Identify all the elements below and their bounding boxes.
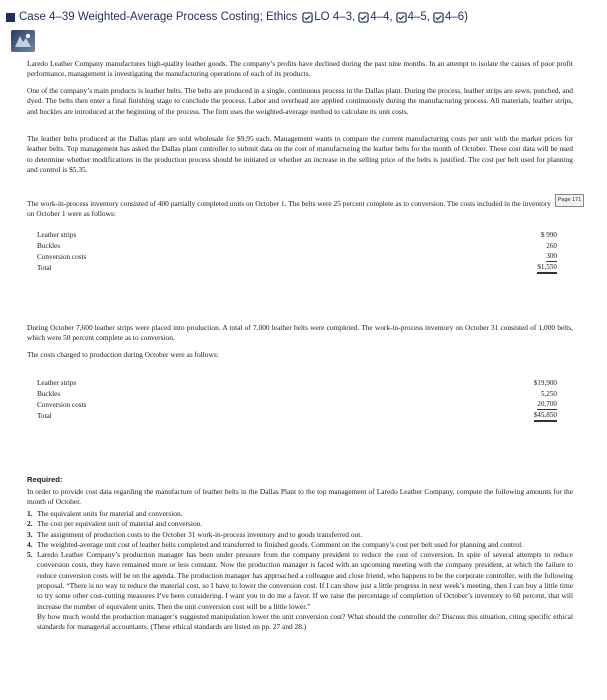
- table-row: [37, 400, 557, 411]
- list-item: [27, 550, 573, 612]
- table-row: [37, 411, 557, 422]
- item-number: 5.: [27, 550, 33, 560]
- item-text: By how much would the production manager’s suggested manipulation lower the unit conversion cost? What should the controller do? Discuss this situation, citing specific ethical standards for managerial accountants. (These ethical standards are listed on pp. 27 and 28.): [37, 611, 573, 632]
- row-label: Buckles: [37, 242, 61, 250]
- table-row: [37, 230, 557, 241]
- learning-objective-label: 4–6): [444, 11, 469, 23]
- costs-charged-paragraph: The costs charged to production during October were as follows:: [27, 350, 219, 359]
- row-label: Leather strips: [37, 379, 77, 387]
- row-label: Conversion costs: [37, 401, 87, 409]
- case-title: Case 4–39 Weighted-Average Process Costing; Ethics: [19, 11, 298, 23]
- learning-objective-label: 4–5,: [407, 11, 430, 23]
- row-value: $1,550: [537, 263, 557, 274]
- learning-objective-link[interactable]: [358, 11, 392, 23]
- required-heading: Required:: [27, 475, 63, 484]
- row-label: Conversion costs: [37, 253, 87, 261]
- pricing-paragraph: The leather belts produced at the Dallas plant are sold wholesale for $9.95 each. Management wants to compare the current manufacturing costs per unit with the market prices for leather belts. Top management has asked the Dallas plant controller to submit data on the cost of manufacturing the leather belts for the month of October. These cost data will be used to determine whether modifications in the production process should be initiated or whether an increase in the selling price of the belts is justified. The cost per belt used for planning and control is $5.35.: [27, 134, 573, 174]
- belts-paragraph: One of the company’s main products is leather belts. The belts are produced in a single, continuous process in the Dallas plant. During the process, leather strips are sewn, punched, and dyed. The belts then enter a final finishing stage to conclude the process. Labor and overhead are applied continuously during the manufacturing process. All materials, leather strips, and buckles are introduced at the beginning of the process. The firm uses the weighted-average method to calculate its unit costs.: [27, 86, 573, 116]
- row-label: Total: [37, 264, 52, 272]
- row-label: Leather strips: [37, 231, 77, 239]
- learning-objective-label: 4–4,: [370, 11, 393, 23]
- item-text: The assignment of production costs to the October 31 work-in-process inventory and to goods transferred out.: [37, 529, 363, 539]
- item-number: 4.: [27, 539, 33, 549]
- case-header: [6, 9, 468, 25]
- table-row: [37, 241, 557, 252]
- item-text: The weighted-average unit cost of leather belts completed and transferred to finished goods. Comment on the company’s cost per belt used for planning and control.: [37, 539, 523, 549]
- page-number-tag: Page 171: [555, 194, 584, 207]
- list-item: [27, 509, 573, 519]
- learning-objective-icon: [433, 12, 444, 23]
- learning-objective-link[interactable]: [396, 11, 430, 23]
- learning-objective-label: LO 4–3,: [314, 11, 356, 23]
- learning-objective-icon: [396, 12, 407, 23]
- row-value: 20,700: [537, 400, 557, 408]
- item-text: Laredo Leather Company’s production manager has been under pressure from the company president to reduce the cost of conversion. In spite of several attempts to reduce conversion costs, they have remained more or less constant. Now the production manager is faced with an upcoming meeting with the company president, at which the failure to reduce conversion costs will be on the agenda. The production manager has approached a colleague and close friend, who happens to be the corporate controller, with the following proposal. “There is no way to reduce the material cost, so I have to lower the conversion cost. If I can show just a little progress in next week’s meeting, then I can buy a little time to try some other cost-cutting measures I’ve been considering. I want you to do me a favor. If we raise the percentage of completion of October’s inventory to 60 percent, that will increase the number of equivalent units. Then the unit conversion cost will be a little lower.”: [37, 550, 573, 611]
- intro-paragraph: Laredo Leather Company manufactures high-quality leather goods. The company’s profits have declined during the past nine months. In an attempt to isolate the causes of poor profit performance, management is investigating the manufacturing operations of each of its products.: [27, 59, 573, 79]
- beginning-inventory-table: [37, 230, 557, 274]
- october-costs-table: [37, 378, 557, 422]
- item-number: 3.: [27, 529, 33, 539]
- required-intro: In order to provide cost data regarding the manufacture of leather belts in the Dallas Plant to the top management of Laredo Leather Company, compute the following amounts for the month of October.: [27, 487, 573, 507]
- row-label: Total: [37, 412, 52, 420]
- item-number: 1.: [27, 509, 33, 518]
- table-row: [37, 263, 557, 274]
- row-value: $19,900: [533, 379, 557, 387]
- required-list: [27, 509, 573, 633]
- row-value: $45,850: [534, 411, 557, 422]
- header-square-icon: [6, 13, 15, 22]
- list-item: [27, 540, 573, 550]
- ethics-icon: [11, 30, 35, 52]
- learning-objective-icon: [358, 12, 369, 23]
- row-value: 300: [546, 252, 557, 260]
- item-text: The equivalent units for material and conversion.: [37, 509, 183, 518]
- row-value: 5,250: [540, 390, 557, 398]
- row-value: 260: [546, 242, 557, 250]
- learning-objective-link[interactable]: [433, 11, 468, 23]
- row-value: $ 990: [540, 231, 557, 239]
- october-activity-paragraph: During October 7,600 leather strips were placed into production. A total of 7,000 leather belts were completed. The work-in-process inventory on October 31 consisted of 1,000 belts, which were 50 percent complete as to conversion.: [27, 323, 573, 343]
- row-label: Buckles: [37, 390, 61, 398]
- learning-objective-link[interactable]: [302, 11, 355, 23]
- learning-objective-icon: [302, 12, 313, 23]
- list-item: [27, 530, 573, 540]
- wip-paragraph: The work-in-process inventory consisted of 400 partially completed units on October 1. The belts were 25 percent complete as to conversion. The costs included in the inventory on October 1 were as follows:: [27, 199, 551, 219]
- table-row: [37, 252, 557, 263]
- list-item: [27, 612, 573, 633]
- item-number: 2.: [27, 519, 33, 529]
- item-text: The cost per equivalent unit of material and conversion.: [37, 519, 203, 529]
- table-row: [37, 389, 557, 400]
- list-item: [27, 519, 573, 529]
- table-row: [37, 378, 557, 389]
